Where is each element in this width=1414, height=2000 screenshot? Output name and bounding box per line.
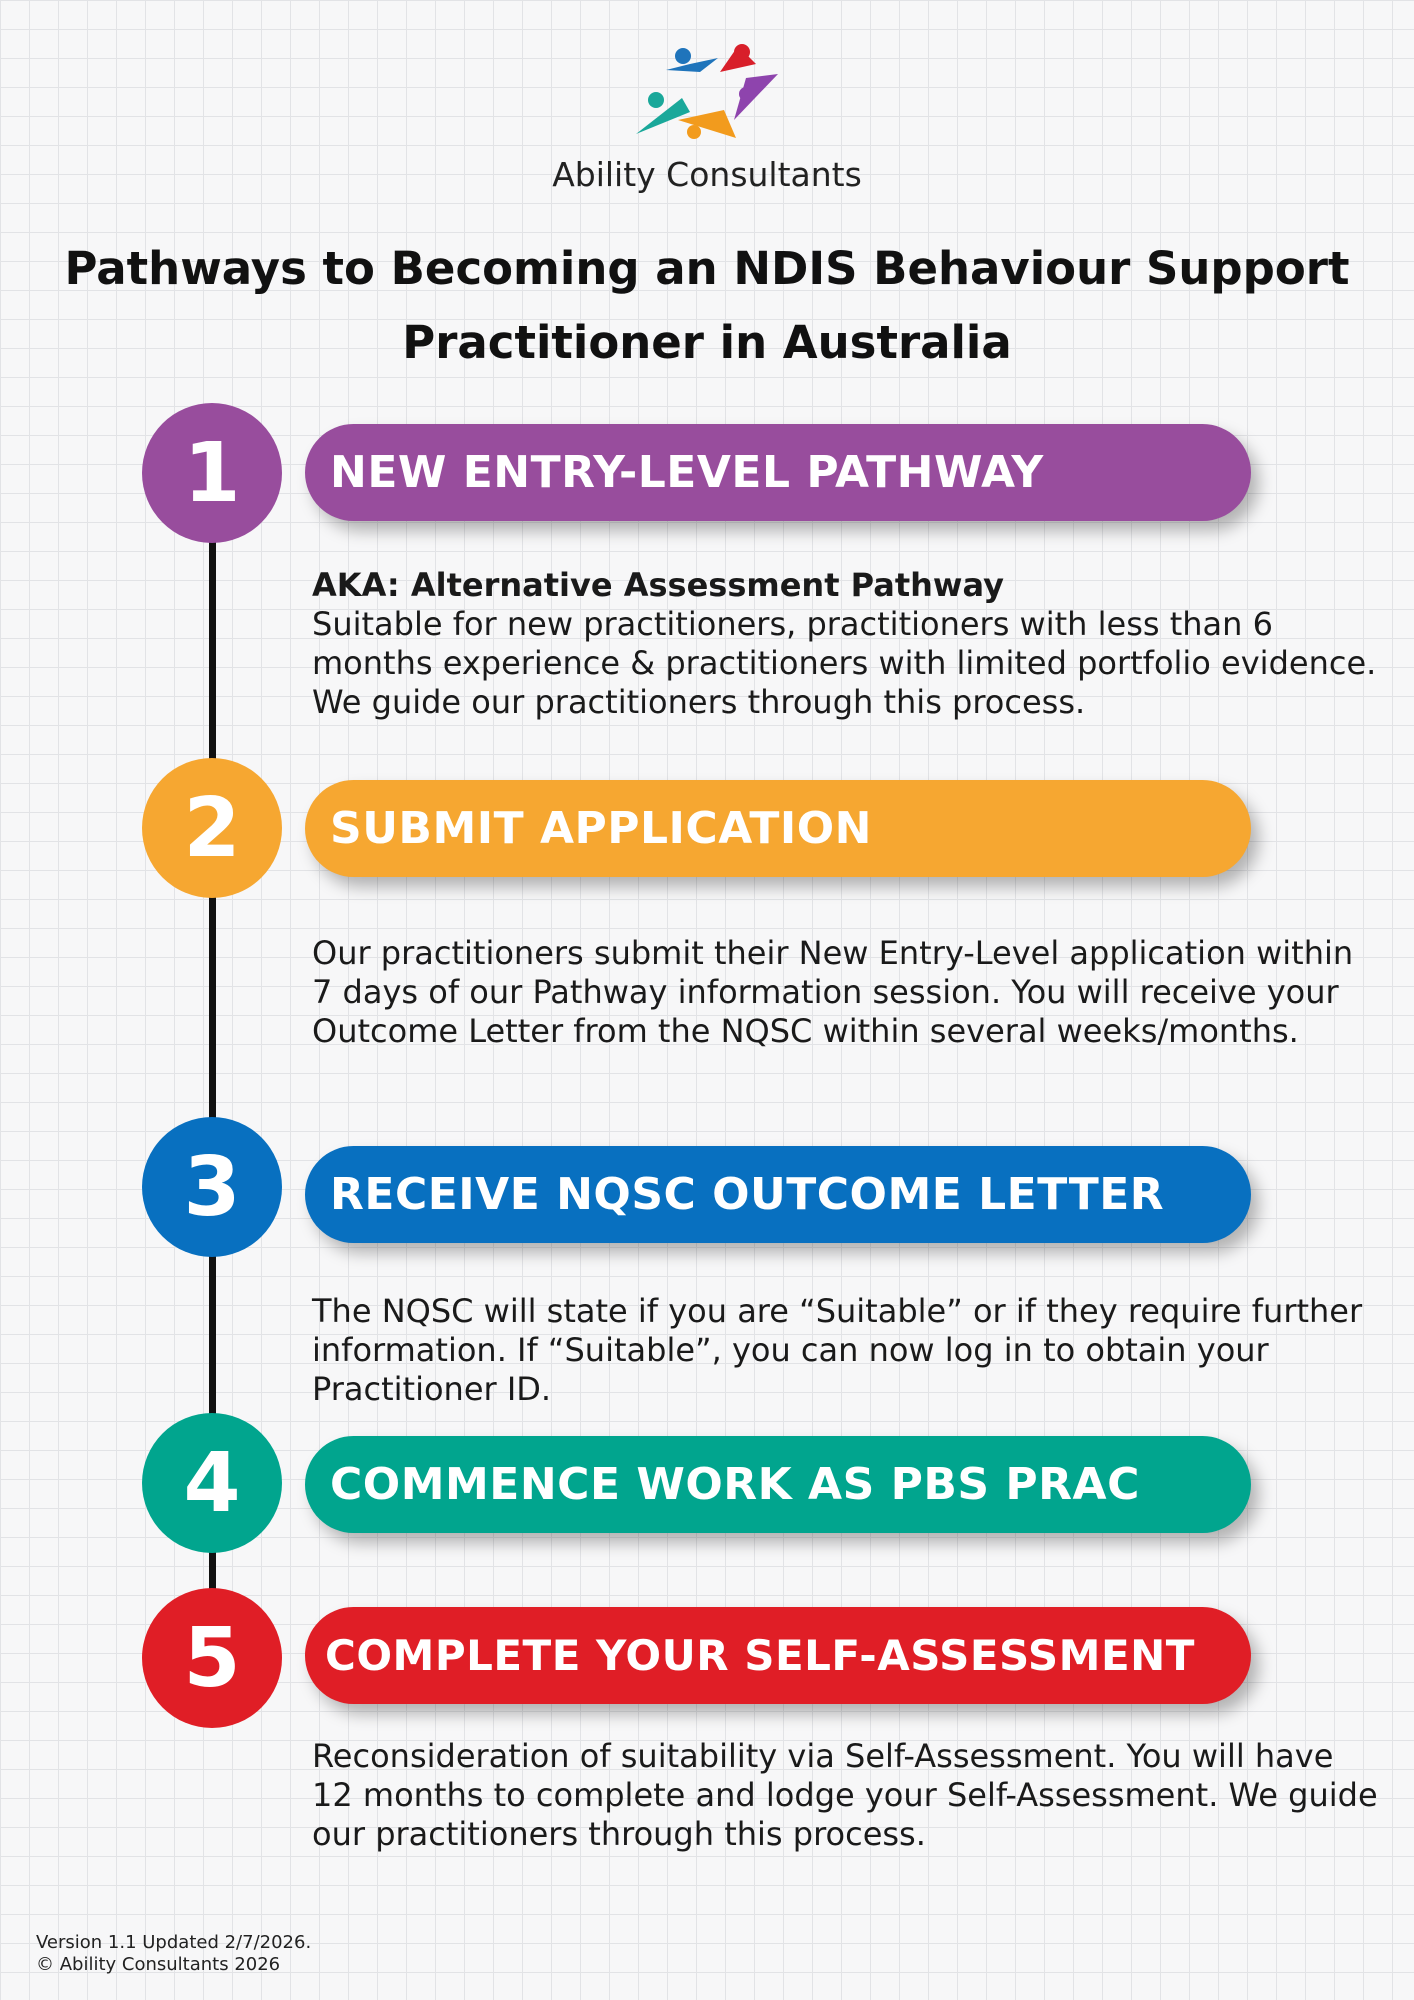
step-2-heading: SUBMIT APPLICATION — [305, 780, 1251, 877]
step-1-heading: NEW ENTRY-LEVEL PATHWAY — [305, 424, 1251, 521]
step-1-description: Suitable for new practitioners, practitioners with less than 6 months experience & practitioners with limited portfolio evidence. We guide our practitioners through this process. — [312, 605, 1377, 721]
page-title: Pathways to Becoming an NDIS Behaviour Support Practitioner in Australia — [64, 242, 1350, 369]
step-2-number-badge: 2 — [142, 758, 282, 898]
brand-name: Ability Consultants — [552, 155, 862, 194]
footer — [36, 1932, 311, 1976]
step-4-number-badge: 4 — [142, 1413, 282, 1553]
step-1-subheading: AKA: Alternative Assessment Pathway — [312, 566, 1004, 604]
step-5-description: Reconsideration of suitability via Self-Assessment. You will have 12 months to complete and lodge your Self-Assessment. We guide our practitioners through this process. — [312, 1737, 1378, 1853]
step-3-description: The NQSC will state if you are “Suitable” or if they require further information. If “Suitable”, you can now log in to obtain your Practitioner ID. — [312, 1292, 1363, 1408]
step-4-heading: COMMENCE WORK AS PBS PRAC — [305, 1436, 1251, 1533]
step-2-description: Our practitioners submit their New Entry-Level application within 7 days of our Pathway information session. You will receive your Outcome Letter from the NQSC within several weeks/months. — [312, 934, 1354, 1050]
step-3-number-badge: 3 — [142, 1117, 282, 1257]
step-5-heading: COMPLETE YOUR SELF-ASSESSMENT — [305, 1607, 1251, 1704]
step-1-number-badge: 1 — [142, 403, 282, 543]
step-1-description-block — [312, 566, 1382, 722]
step-3-heading: RECEIVE NQSC OUTCOME LETTER — [305, 1146, 1251, 1243]
version-text: Version 1.1 Updated 2/7/2026. — [36, 1932, 312, 1953]
step-5-number-badge: 5 — [142, 1588, 282, 1728]
four-people-figures-logo-icon — [628, 34, 798, 144]
copyright-text: © Ability Consultants 2026 — [36, 1954, 281, 1975]
